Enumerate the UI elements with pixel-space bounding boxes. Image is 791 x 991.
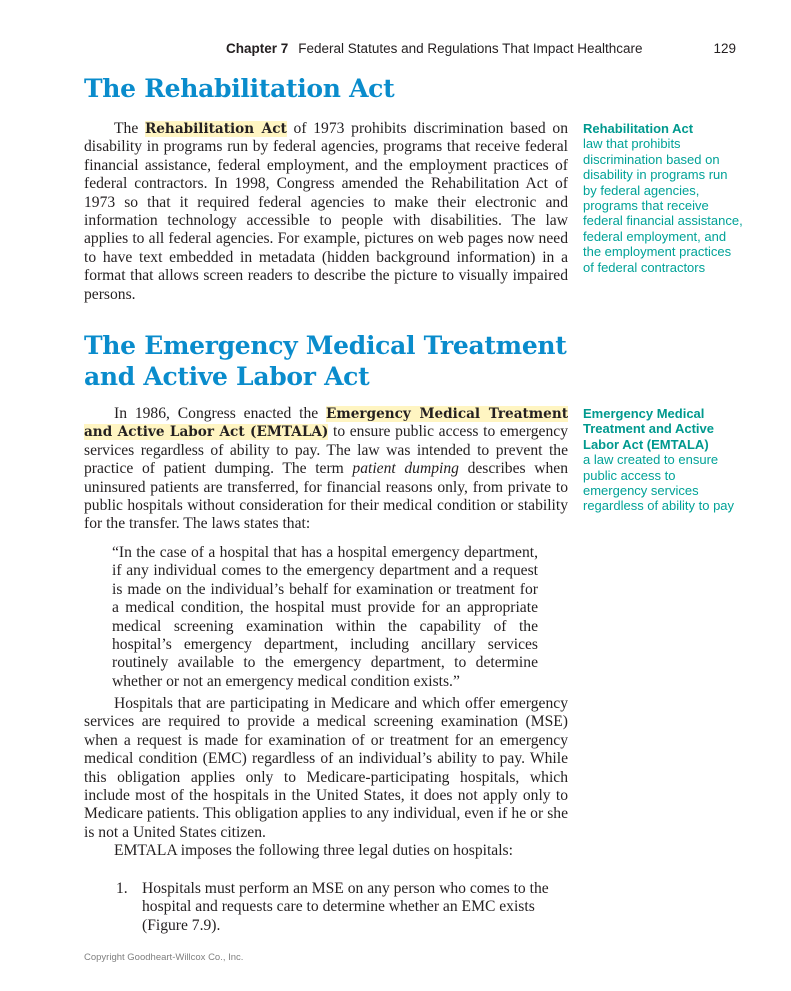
heading-line: and Active Labor Act xyxy=(84,362,370,391)
list-text: Hospitals must perform an MSE on any person who comes to the hospital and requests care to determine whether an EMC exists (Figure 7.9). xyxy=(142,880,549,934)
key-term-highlight: Rehabilitation Act xyxy=(144,121,287,137)
duties-intro: EMTALA imposes the following three legal duties on hospitals: xyxy=(114,842,513,860)
glossary-definition: law that prohibits discrimination based on disability in programs run by federal agencies, programs that receive federal financial assistance, federal employment, and the employment practices of federal contractors xyxy=(583,136,743,275)
list-item xyxy=(116,880,556,935)
text-run: to ensure public access to emergency services regardless of ability to pay. The law was intended to prevent the practice of patient dumping. The term xyxy=(84,423,568,478)
section-heading-rehabilitation-act: The Rehabilitation Act xyxy=(84,74,395,103)
italic-term: patient dumping xyxy=(352,460,459,478)
mse-paragraph: Hospitals that are participating in Medicare and which offer emergency services are required to provide a medical screening examination (MSE) when a request is made for examination of or treatment for an emergency medical condition (EMC) regardless of an individual’s ability to pay. While this obligation applies only to Medicare-participating hospitals, which include most of the hospitals in the United States, it does not apply only to Medicare patients. This obligation applies to any individual, even if he or she is not a United States citizen. xyxy=(84,695,568,841)
statute-quote xyxy=(112,544,538,691)
list-number: 1. xyxy=(116,880,128,897)
glossary-definition: a law created to ensure public access to emergency services regardless of ability to pay xyxy=(583,452,735,514)
running-head xyxy=(226,41,736,56)
text-run: The xyxy=(114,120,145,137)
text-run: describes when uninsured patients are transferred, for financial reasons only, from private to public hospitals without consideration for their medical condition or stability for the transfer. The laws states that: xyxy=(84,460,568,533)
margin-glossary-rehabilitation-act xyxy=(583,121,743,275)
heading-line: The Emergency Medical Treatment xyxy=(84,331,567,360)
duties-list xyxy=(116,880,556,935)
rehabilitation-act-paragraph xyxy=(84,120,568,304)
page-number: 129 xyxy=(713,41,736,56)
key-term-highlight: Emergency Medical Treatment and Active Labor Act (EMTALA) xyxy=(84,406,568,441)
quote-text: “In the case of a hospital that has a hospital emergency department, if any individual comes to the emergency department and a request is made on the individual’s behalf for examination or treatment for a medical condition, the hospital must provide for an appropriate medical screening examination within the capability of the hospital’s emergency department, including ancillary services routinely available to the emergency department, to determine whether or not an emergency medical condition exists.” xyxy=(112,544,538,690)
chapter-label: Chapter 7 xyxy=(226,41,289,56)
chapter-title: Federal Statutes and Regulations That Impact Healthcare xyxy=(298,41,643,56)
glossary-term: Emergency Medical Treatment and Active Labor Act (EMTALA) xyxy=(583,406,715,452)
section-heading-emtala xyxy=(84,330,567,392)
text-run: of 1973 prohibits discrimination based on disability in programs run by federal agencies, programs that receive federal financial assistance, federal employment, and the employment practices of federal contractors. In 1998, Congress amended the Rehabilitation Act of 1973 so that it required federal agencies to make their electronic and information technology accessible to people with disabilities. The law applies to all federal agencies. For example, pictures on web pages now need to have text embedded in metadata (hidden background information) in a format that allows screen readers to describe the picture to visually impaired persons. xyxy=(84,120,568,303)
emtala-intro-paragraph xyxy=(84,405,568,534)
text-run: In 1986, Congress enacted the xyxy=(114,405,327,422)
copyright-footer: Copyright Goodheart-Willcox Co., Inc. xyxy=(84,952,244,963)
margin-glossary-emtala xyxy=(583,406,743,514)
glossary-term: Rehabilitation Act xyxy=(583,121,694,136)
emtala-body xyxy=(84,695,568,861)
